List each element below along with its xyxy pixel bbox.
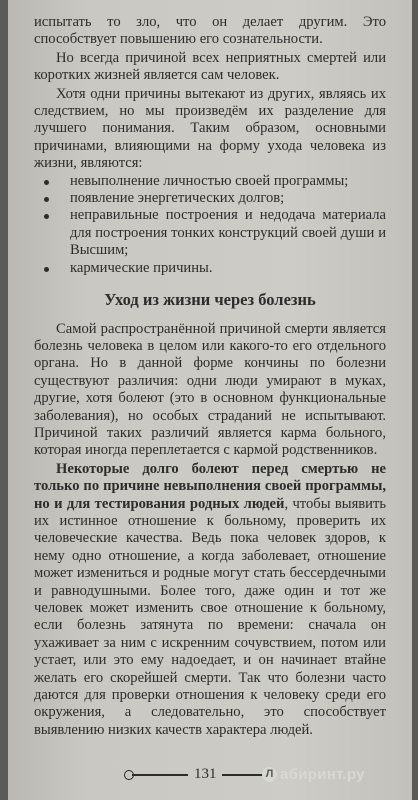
ornament-left — [132, 774, 188, 776]
paragraph-rest: , чтобы выявить их истинное отношение к больному, проверить их человеческие качества. Ведь пока человек здоров, к нему одно отношение, а когда заболевает, отношение может измениться и родные могут стать бессердечными и равнодушными. Более того, даже один и тот же человек может изменить свое отношение к больному, если болезнь затянута по времени: сначала он ухаживает за ним с искренним сочувствием, потом или устает, или это ему надоедает, и он начинает втайне желать его скорейшей смерти. Так что болезни часто даются для проверки отношения к человеку среди его окружения, а следовательно, это способствует выявлению низких качеств характера людей. — [34, 495, 387, 738]
watermark: абиринт.ру — [280, 766, 365, 783]
bullet-icon — [44, 197, 49, 202]
causes-list — [34, 173, 386, 277]
paragraph-2: Но всегда причиной всех неприятных смертей или коротких жизней является сам человек. — [34, 49, 386, 84]
page-footer — [8, 764, 412, 788]
bold-phrase: Некоторые долго болеют перед смертью не только по причине невыполнения своей программы, но и для тестирования родных людей — [34, 460, 386, 512]
paragraph-1: испытать то зло, что он делает другим. Это способствует повышению его сознательности. — [34, 14, 386, 48]
list-item: появление энергетических долгов; — [34, 190, 386, 207]
page-number: 131 — [194, 766, 217, 782]
paragraph-disease: Самой распространённой причиной смерти является болезнь человека в целом или какого-то его отдельного органа. Но в данной форме кончины по болезни существуют различия: одни люди умирают в муках, другие, хотя болеют (это в основном функциональные заболевания), но особых страданий не испытывают. Причиной таких различий является карма больного, которая иногда переплетается с кармой родственников. — [34, 320, 386, 459]
bullet-icon — [44, 267, 49, 272]
page-text — [34, 14, 386, 739]
ornament-curl-icon — [124, 770, 134, 780]
list-item: неправильные построения и недодача материала для построения тонких конструкций своей души и Высшим; — [34, 207, 386, 259]
paragraph-3: Хотя одни причины вытекают из других, являясь их следствием, но мы произведём их разделение для лучшего понимания. Таким образом, основными причинами, влияющими на форму ухода человека из жизни, являются: — [34, 85, 386, 172]
section-heading: Уход из жизни через болезнь — [104, 290, 316, 310]
bullet-icon — [44, 214, 49, 219]
list-item: невыполнение личностью своей программы; — [34, 173, 386, 190]
paragraph-testing — [34, 461, 386, 740]
list-item: кармические причины. — [34, 260, 386, 277]
book-page — [8, 0, 412, 800]
labirint-logo-icon: Л — [262, 767, 277, 782]
bullet-icon — [44, 180, 49, 185]
